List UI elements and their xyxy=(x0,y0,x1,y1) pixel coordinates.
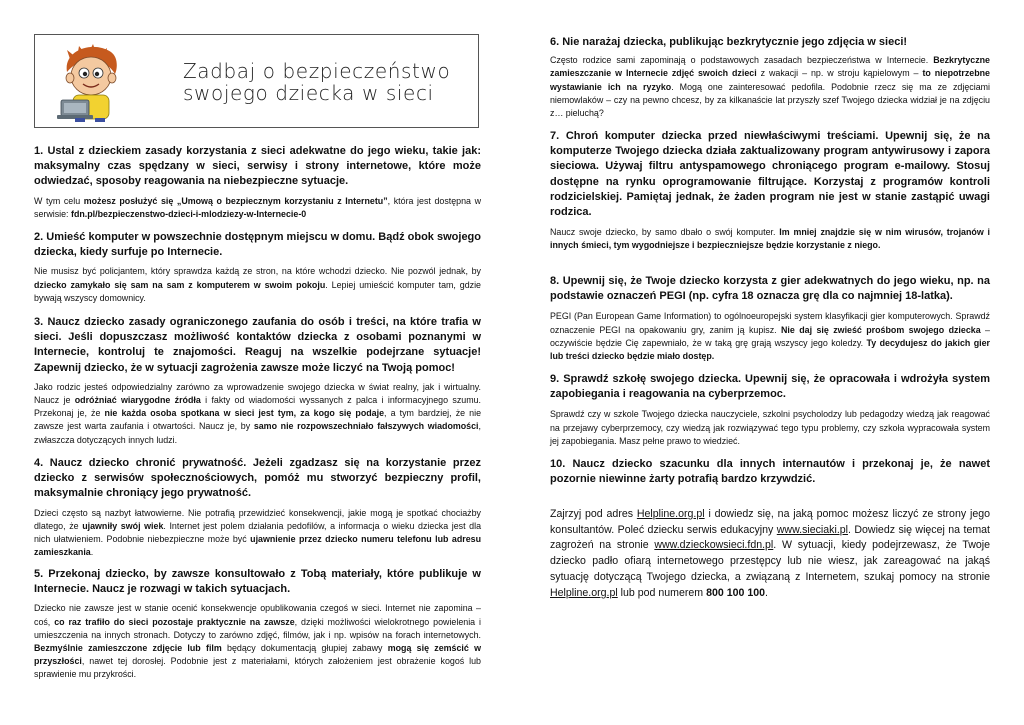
text-run: . Dowiedz się więcej na temat zagrożeń na stronie xyxy=(550,523,990,552)
bold-text: fdn.pl/bezpieczenstwo-dzieci-i-mlodziezy-w-Internecie-0 xyxy=(71,208,307,219)
text-run: Sprawdź czy w szkole Twojego dziecka nauczyciele, szkolni psycholodzy lub pedagodzy wiedzą jak reagować na przejawy cyberprzemocy, czy wiedzą jak rozwiązywać tego typu problemy, czy szkoła wypracowała system jej zapobiegania. Masz pełne prawo to wiedzieć. xyxy=(550,409,990,446)
tip-heading: 3. Naucz dziecko zasady ograniczonego zaufania do osób i treści, na które trafia w sieci. Jeśli dopuszczasz możliwość kontaktów dziecka z osobami poznanymi w Internecie, kontroluj te znajomości. Reaguj na wszelkie podejrzane sytuacje! Zapewnij dziecko, że w sytuacji zagrożenia zawsze może liczyć na Twoją pomoc! xyxy=(34,316,481,374)
page-title xyxy=(183,60,450,104)
tip-heading: 4. Naucz dziecko chronić prywatność. Jeżeli zgadzasz się na korzystanie przez dziecko z serwisów społecznościowych, pomóż mu stworzyć bezpieczny profil, maksymalnie chroniący jego prywatność. xyxy=(34,457,481,500)
text-run: . Mogą one zainteresować pedofila. Podobnie rzecz się ma ze zdjęciami niemowlaków – czy na pewno chcesz, by za kilkanaście lat przyszły szef Twojego dziecka widział je na zdjęciu z… pieluchą? xyxy=(550,81,990,119)
tip-5 xyxy=(34,567,481,682)
tip-body xyxy=(34,381,481,447)
text-run: , nawet tej dorosłej. Podobnie jest z materiałami, których założeniem jest obrażenie kogoś lub sprawienie mu przykrości. xyxy=(34,656,481,680)
bold-text: 800 100 100 xyxy=(706,586,765,599)
text-run: . Internet jest polem działania pedofilów, a informacja o wieku dziecka jest dla nich ułatwieniem. Podobnie niebezpieczne może być xyxy=(34,520,481,545)
text-run: , która jest dostępna w serwisie: xyxy=(34,195,481,219)
text-run: . W sytuacji, kiedy podejrzewasz, że Twoje dziecko padło ofiarą internetowego przestępcy lub nie wiesz, jak zareagować na jakąś sytuację dotyczącą Twojego dziecka, a związaną z Internetem, szukaj pomocy na stronie xyxy=(550,539,990,583)
tip-6 xyxy=(550,35,990,120)
tip-1 xyxy=(34,144,481,221)
tip-body xyxy=(34,602,481,681)
tip-heading: 10. Naucz dziecko szacunku dla innych internautów i przekonaj je, że nawet pozornie niewinne żarty potrafią bardzo krzywdzić. xyxy=(550,458,990,486)
tip-heading: 6. Nie narażaj dziecka, publikując bezkrytycznie jego zdjęcia w sieci! xyxy=(550,36,908,48)
bold-text: Bezkrytyczne zamieszczanie w Internecie zdjęć swoich dzieci xyxy=(550,55,990,79)
title-line-2: swojego dziecka w sieci xyxy=(183,81,434,105)
tip-8 xyxy=(550,274,990,363)
tip-7 xyxy=(550,129,990,253)
text-run: . Lepiej umieścić komputer tam, gdzie bywają wszyscy domownicy. xyxy=(34,279,481,303)
text-run: Dzieci często są nazbyt łatwowierne. Nie potrafią przewidzieć konsekwencji, jakie mogą je spotkać chociażby dlatego, że xyxy=(34,507,481,531)
text-run: lub pod numerem xyxy=(617,586,707,599)
tip-heading: 9. Sprawdź szkołę swojego dziecka. Upewnij się, że opracowała i wdrożyła system zapobiegania i reagowania na cyberprzemoc. xyxy=(550,373,990,401)
bold-text: Ty decydujesz do jakich gier lub treści dziecko będzie miało dostęp. xyxy=(550,337,990,362)
text-run: . xyxy=(90,547,94,558)
bold-text: odróżniać wiarygodne źródła xyxy=(74,395,201,406)
text-run: PEGI (Pan European Game Information) to ogólnoeuropejski system klasyfikacji gier komputerowych. Sprawdź oznaczenie PEGI na opakowaniu gry, zanim ją kupisz. xyxy=(550,311,990,335)
title-box xyxy=(34,34,479,128)
tip-2 xyxy=(34,230,481,305)
tip-body xyxy=(34,507,481,560)
bold-text: dziecko zamykało się sam na sam z komputerem w swoim pokoju xyxy=(34,279,326,290)
text-run: będący dokumentacją głupiej zabawy xyxy=(221,643,388,654)
link-text[interactable]: Helpline.org.pl xyxy=(636,508,705,520)
bold-text: ujawniły swój wiek xyxy=(82,520,164,531)
bold-text: samo nie rozpowszechniało fałszywych wiadomości xyxy=(253,421,479,432)
text-run: W tym celu xyxy=(34,195,84,206)
bold-text: mogą się zemścić w przyszłości xyxy=(34,643,481,667)
text-run: z wakacji – np. w stroju kąpielowym – xyxy=(756,68,923,79)
bold-text: to niepotrzebne wystawianie ich na ryzyko xyxy=(550,68,990,92)
text-run: Jako rodzic jesteś odpowiedzialny zarówno za wprowadzenie swojego dziecka w świat realny, jak i wirtualny. Naucz je xyxy=(34,381,481,406)
tip-heading: 1. Ustal z dzieckiem zasady korzystania z sieci adekwatne do jego wieku, takie jak: maksymalny czas spędzany w sieci, serwisy i strony internetowe, które może odwiedzać, sposoby reagowania na niebezpieczne sytuacje. xyxy=(34,145,481,188)
tip-heading: 7. Chroń komputer dziecka przed niewłaściwymi treściami. Upewnij się, że na komputerze Twojego dziecka działa zaktualizowany program antywirusowy i zapora sieciowa. Używaj filtru antyspamowego chroniącego program e-mailowy. Stosuj dostępne na rynku oprogramowanie filtrujące. Korzystaj z programów kontroli rodzicielskiej. Pamiętaj jednak, że żaden program nie jest w stanie zastąpić uwagi rodzica. xyxy=(550,130,990,219)
boy-with-laptop-icon xyxy=(53,42,129,122)
text-run: , dzięki możliwości wielokrotnego powielenia i umieszczenia na innych stronach. Dotyczy to zarówno zdjęć, filmów, jak i np. wpisów na forach internetowych. xyxy=(34,616,481,640)
tip-4 xyxy=(34,456,481,559)
tip-body xyxy=(550,310,990,363)
link-text[interactable]: www.sieciaki.pl xyxy=(776,523,849,536)
bold-text: Nie daj się zwieść prośbom swojego dziecka xyxy=(781,324,981,335)
tip-heading: 2. Umieść komputer w powszechnie dostępnym miejscu w domu. Bądź obok swojego dziecka, kiedy surfuje po Internecie. xyxy=(34,231,481,259)
closing-paragraph xyxy=(550,507,990,601)
text-run: , a tym bardziej, że nie zawsze jest warta zaufania i otwartości. Naucz je, by xyxy=(34,408,482,432)
bold-text: Im mniej znajdzie się w nim wirusów, trojanów i innych śmieci, tym wygodniejsze i bezpieczniejsze będzie korzystanie z niego. xyxy=(550,227,991,251)
title-line-1: Zadbaj o bezpieczeństwo xyxy=(183,59,451,83)
text-run: , zwłaszcza dotyczących innych ludzi. xyxy=(34,421,481,445)
bold-text: co raz trafiło do sieci pozostaje praktycznie na zawsze xyxy=(54,616,295,627)
tip-body xyxy=(34,195,481,221)
tip-body xyxy=(550,408,990,448)
text-run: i dowiedz się, na jaką pomoc możesz liczyć ze strony jego konsultantów. Poleć dziecku serwis edukacyjny xyxy=(550,508,991,536)
tip-10 xyxy=(550,457,990,487)
link-text[interactable]: www.dzieckowsieci.fdn.pl xyxy=(654,539,774,552)
tip-heading: 8. Upewnij się, że Twoje dziecko korzysta z gier adekwatnych do jego wieku, np. na podstawie oznaczeń PEGI (np. cyfra 18 oznacza grę dla co najmniej 18-latka). xyxy=(550,275,990,303)
text-run: i fakty od wiadomości wyssanych z palca i informacyjnego szumu. Przekonaj je, że xyxy=(34,395,482,419)
text-run: Nie musisz być policjantem, który sprawdza każdą ze stron, na które wchodzi dziecko. Nie pozwól jednak, by xyxy=(34,266,481,277)
text-run: Często rodzice sami zapominają o podstawowych zasadach bezpieczeństwa w Internecie. xyxy=(550,55,934,66)
tip-body xyxy=(550,54,990,120)
tip-heading: 5. Przekonaj dziecko, by zawsze konsultowało z Tobą materiały, które publikuje w Internecie. Naucz je rozwagi w takich sytuacjach. xyxy=(34,568,481,596)
bold-text: możesz posłużyć się „Umową o bezpiecznym korzystaniu z Internetu” xyxy=(83,195,388,206)
text-run: Zajrzyj pod adres xyxy=(550,508,637,520)
tip-9 xyxy=(550,372,990,448)
text-run: Naucz swoje dziecko, by samo dbało o swój komputer. xyxy=(550,227,780,238)
tip-3 xyxy=(34,315,481,447)
closing-paragraph-block xyxy=(550,507,990,601)
text-run: . xyxy=(765,586,768,599)
text-run: Dziecko nie zawsze jest w stanie ocenić konsekwencje opublikowania czegoś w sieci. Internet nie zapomina – coś, xyxy=(34,603,481,627)
bold-text: ujawnienie przez dziecko numeru telefonu lub adresu zamieszkania xyxy=(34,534,482,558)
bold-text: Bezmyślnie zamieszczone zdjęcie lub film xyxy=(34,643,222,654)
text-run: – oczywiście będzie Cię zapewniało, że w taką grę grają wszyscy jego koledzy. xyxy=(550,324,990,348)
bold-text: nie każda osoba spotkana w sieci jest tym, za kogo się podaje xyxy=(104,408,385,419)
tip-body xyxy=(34,265,481,305)
link-text[interactable]: Helpline.org.pl xyxy=(550,586,618,599)
tip-body xyxy=(550,226,990,252)
